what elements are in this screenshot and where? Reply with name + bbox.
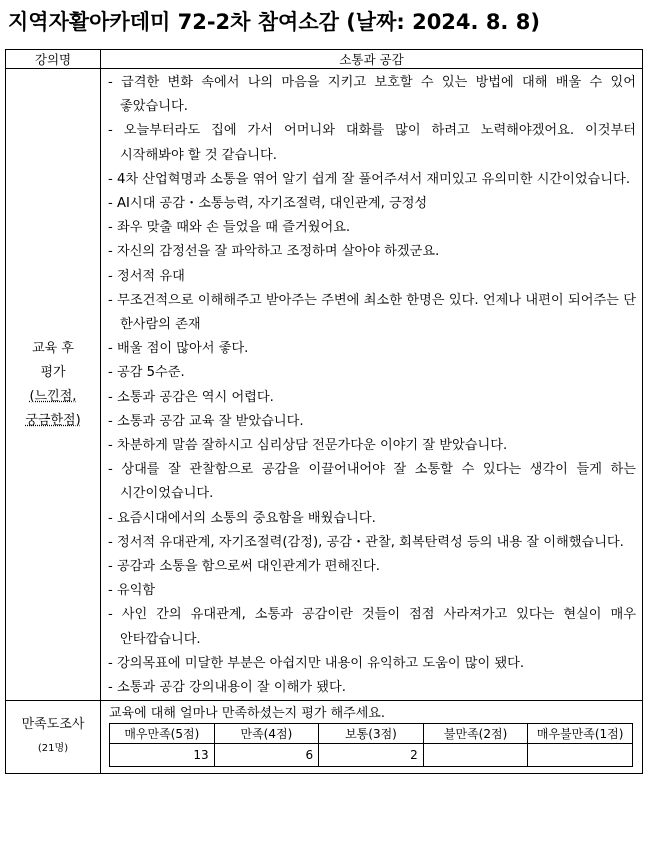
rating-header: 만족(4점): [214, 724, 319, 744]
feedback-item: - 좌우 맞출 때와 손 들었을 때 즐거웠어요.: [108, 220, 351, 236]
rating-header: 불만족(2점): [423, 724, 528, 744]
survey-table: [5, 49, 643, 774]
satisfaction-row: [6, 701, 643, 774]
feedback-item: - 무조건적으로 이해해주고 받아주는 주변에 최소한 한명은 있다. 언제나 내편이 되어주는 단 한사람의 존재: [108, 292, 637, 333]
feedback-item: - 소통과 공감 강의내용이 잘 이해가 됐다.: [108, 680, 346, 696]
feedback-item: - 요즘시대에서의 소통의 중요함을 배웠습니다.: [108, 510, 376, 526]
feedback-item: - 상대를 잘 관찰함으로 공감을 이끌어내어야 잘 소통할 수 있다는 생각이 들게 하는 시간이었습니다.: [108, 462, 636, 502]
page-title: 지역자활아카데미 72-2차 참여소감 (날짜: 2024. 8. 8): [8, 10, 540, 34]
rating-table: [109, 723, 633, 767]
feedback-item: - 사인 간의 유대관계, 소통과 공감이란 것들이 점점 사라져가고 있다는 현실이 매우 안타깝습니다.: [108, 607, 636, 647]
feedback-item: - 4차 산업혁명과 소통을 엮어 알기 쉽게 잘 풀어주셔서 재미있고 유의미한 시간이었습니다.: [108, 171, 631, 187]
feedback-item: - 정서적 유대관계, 자기조절력(감정), 공감・관찰, 회복탄력성 등의 내용 잘 이해했습니다.: [108, 534, 624, 550]
rating-value: 13: [110, 744, 215, 767]
header-lecture-label: 강의명: [6, 50, 101, 69]
satisfaction-cell: [101, 701, 643, 774]
rating-value: 6: [214, 744, 319, 767]
respondent-count: (21명): [37, 743, 69, 755]
rating-header: 매우만족(5점): [110, 724, 215, 744]
feedback-item: - 급격한 변화 속에서 나의 마음을 지키고 보호할 수 있는 방법에 대해 배울 수 있어 좋았습니다.: [108, 75, 636, 115]
feedback-item: - 배울 점이 많아서 좋다.: [108, 341, 249, 357]
feedback-item: - 차분하게 말씀 잘하시고 심리상담 전문가다운 이야기 잘 받았습니다.: [108, 438, 508, 454]
rating-value: [423, 744, 528, 767]
eval-label-line2: 평가: [40, 364, 66, 380]
rating-header: 보통(3점): [319, 724, 424, 744]
feedback-item: - AI시대 공감・소통능력, 자기조절력, 대인관계, 긍정성: [108, 196, 428, 212]
eval-label-line4: 궁금한점): [25, 412, 81, 428]
header-row: [6, 50, 643, 69]
feedback-item: - 강의목표에 미달한 부분은 아쉽지만 내용이 유익하고 도움이 많이 됐다.: [108, 655, 525, 671]
feedback-item: - 유익함: [108, 583, 156, 599]
feedback-item: - 오늘부터라도 집에 가서 어머니와 대화를 많이 하려고 노력해야겠어요. 이것부터 시작해봐야 할 것 같습니다.: [108, 123, 636, 163]
satisfaction-question: 교육에 대해 얼마나 만족하셨는지 평가 해주세요.: [109, 706, 385, 722]
rating-value-row: [110, 744, 633, 767]
rating-header-row: [110, 724, 633, 744]
header-lecture-name: 소통과 공감: [101, 50, 643, 69]
eval-label: [6, 69, 101, 701]
feedback-item: - 소통과 공감은 역시 어렵다.: [108, 389, 274, 405]
feedback-item: - 공감 5수준.: [108, 365, 185, 381]
eval-label-line1: 교육 후: [32, 340, 74, 356]
feedback-item: - 정서적 유대: [108, 268, 185, 284]
feedback-cell: [101, 69, 643, 701]
feedback-list: [108, 69, 636, 700]
eval-label-line3: (느낀점,: [29, 388, 77, 404]
feedback-item: - 자신의 감정선을 잘 파악하고 조정하며 살아야 하겠군요.: [108, 244, 440, 260]
rating-value: 2: [319, 744, 424, 767]
feedback-item: - 소통과 공감 교육 잘 받았습니다.: [108, 413, 304, 429]
feedback-item: - 공감과 소통을 함으로써 대인관계가 편해진다.: [108, 559, 380, 575]
rating-value: [528, 744, 633, 767]
satisfaction-label: 만족도조사: [21, 717, 85, 733]
rating-header: 매우불만족(1점): [528, 724, 633, 744]
feedback-row: [6, 69, 643, 701]
satisfaction-label-cell: [6, 701, 101, 774]
